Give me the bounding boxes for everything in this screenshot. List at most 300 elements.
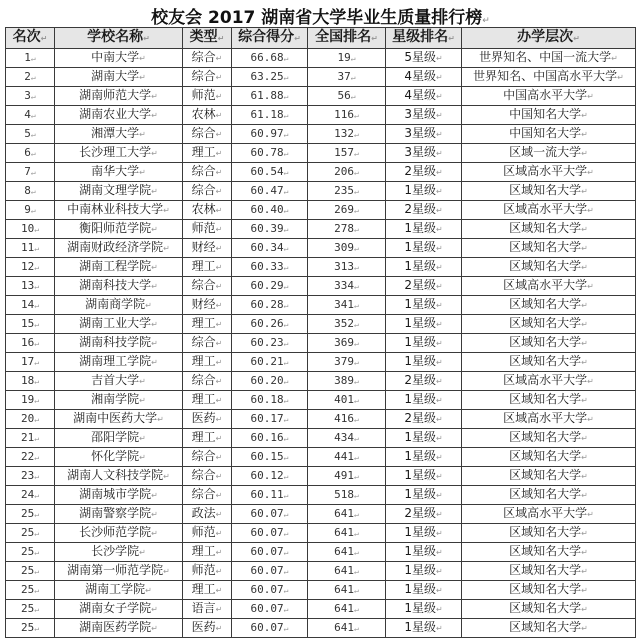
level-cell: [462, 125, 636, 144]
paragraph-mark-icon: ↵: [283, 358, 289, 367]
paragraph-mark-icon: ↵: [581, 130, 588, 139]
level-cell: [462, 87, 636, 106]
national-rank-cell-text: 309: [334, 241, 355, 254]
paragraph-mark-icon: ↵: [581, 320, 588, 329]
national-rank-cell: [308, 87, 386, 106]
table-row: [6, 581, 636, 600]
paragraph-mark-icon: ↵: [34, 510, 40, 519]
school-name-cell-text: 湖南女子学院: [79, 601, 152, 615]
star-rank-cell-text: 2星级: [404, 506, 436, 520]
paragraph-mark-icon: ↵: [34, 472, 40, 481]
table-row: [6, 106, 636, 125]
type-cell-text: 理工: [191, 145, 216, 159]
rank-cell: [6, 239, 55, 258]
paragraph-mark-icon: ↵: [215, 339, 223, 348]
rank-cell-text: 10: [20, 222, 35, 235]
col-header-rank: [6, 28, 55, 49]
paragraph-mark-icon: ↵: [354, 567, 359, 576]
paragraph-mark-icon: ↵: [34, 358, 40, 367]
type-cell-text: 理工: [191, 316, 216, 330]
header-label: 星级排名: [392, 29, 449, 45]
paragraph-mark-icon: ↵: [581, 396, 588, 405]
paragraph-mark-icon: ↵: [283, 339, 289, 348]
type-cell: [183, 277, 232, 296]
level-cell-text: 区域知名大学: [509, 221, 582, 235]
star-rank-cell: [386, 106, 462, 125]
paragraph-mark-icon: ↵: [215, 111, 223, 120]
rank-cell-text: 24: [20, 488, 35, 501]
rank-cell: [6, 448, 55, 467]
national-rank-cell: [308, 600, 386, 619]
national-rank-cell-text: 641: [334, 545, 355, 558]
paragraph-mark-icon: ↵: [354, 111, 359, 120]
star-rank-cell-text: 2星级: [404, 164, 436, 178]
school-name-cell: [55, 429, 183, 448]
paragraph-mark-icon: ↵: [581, 301, 588, 310]
type-cell-text: 师范: [191, 525, 216, 539]
paragraph-mark-icon: ↵: [354, 377, 359, 386]
paragraph-mark-icon: ↵: [283, 624, 289, 633]
score-cell: [232, 49, 308, 68]
paragraph-mark-icon: ↵: [151, 111, 158, 120]
school-name-cell-text: 湖南城市学院: [79, 487, 152, 501]
table-row: [6, 562, 636, 581]
rank-cell-text: 25: [20, 621, 35, 634]
national-rank-cell: [308, 106, 386, 125]
paragraph-mark-icon: ↵: [435, 586, 443, 595]
rank-cell: [6, 581, 55, 600]
rank-cell-text: 7: [24, 165, 31, 178]
paragraph-mark-icon: ↵: [34, 586, 40, 595]
level-cell: [462, 163, 636, 182]
star-rank-cell: [386, 296, 462, 315]
paragraph-mark-icon: ↵: [371, 34, 378, 43]
score-cell-text: 60.29: [250, 279, 284, 292]
type-cell-text: 综合: [191, 278, 216, 292]
paragraph-mark-icon: ↵: [435, 54, 443, 63]
paragraph-mark-icon: ↵: [215, 605, 223, 614]
star-rank-cell: [386, 220, 462, 239]
header-label: 综合得分: [238, 29, 295, 45]
type-cell: [183, 296, 232, 315]
school-name-cell: [55, 239, 183, 258]
paragraph-mark-icon: ↵: [217, 34, 225, 43]
paragraph-mark-icon: ↵: [354, 206, 359, 215]
paragraph-mark-icon: ↵: [354, 130, 359, 139]
score-cell-text: 60.26: [250, 317, 284, 330]
paragraph-mark-icon: ↵: [215, 206, 223, 215]
school-name-cell: [55, 334, 183, 353]
school-name-cell-text: 湖南警察学院: [79, 506, 152, 520]
score-cell-text: 60.47: [250, 184, 284, 197]
rank-cell-text: 12: [20, 260, 35, 273]
score-cell: [232, 524, 308, 543]
school-name-cell-text: 长沙师范学院: [79, 525, 152, 539]
paragraph-mark-icon: ↵: [139, 54, 146, 63]
paragraph-mark-icon: ↵: [482, 16, 490, 26]
paragraph-mark-icon: ↵: [30, 168, 36, 177]
star-rank-cell-text: 1星级: [404, 183, 436, 197]
paragraph-mark-icon: ↵: [435, 358, 443, 367]
level-cell: [462, 410, 636, 429]
paragraph-mark-icon: ↵: [215, 567, 223, 576]
table-row: [6, 87, 636, 106]
type-cell: [183, 144, 232, 163]
paragraph-mark-icon: ↵: [354, 168, 359, 177]
level-cell-text: 区域高水平大学: [503, 164, 588, 178]
score-cell-text: 60.07: [250, 564, 284, 577]
paragraph-mark-icon: ↵: [581, 472, 588, 481]
paragraph-mark-icon: ↵: [448, 34, 455, 43]
school-name-cell-text: 湖南工程学院: [79, 259, 152, 273]
school-name-cell: [55, 201, 183, 220]
paragraph-mark-icon: ↵: [581, 111, 588, 120]
paragraph-mark-icon: ↵: [151, 187, 158, 196]
score-cell-text: 60.21: [250, 355, 284, 368]
col-header-score: [232, 28, 308, 49]
paragraph-mark-icon: ↵: [354, 529, 359, 538]
school-name-cell: [55, 353, 183, 372]
national-rank-cell-text: 641: [334, 602, 355, 615]
type-cell-text: 综合: [191, 487, 216, 501]
star-rank-cell: [386, 163, 462, 182]
level-cell-text: 区域高水平大学: [503, 202, 588, 216]
paragraph-mark-icon: ↵: [151, 92, 158, 101]
school-name-cell: [55, 581, 183, 600]
table-row: [6, 163, 636, 182]
header-row: [6, 28, 636, 49]
national-rank-cell-text: 278: [334, 222, 355, 235]
type-cell-text: 综合: [191, 468, 216, 482]
score-cell-text: 60.78: [250, 146, 284, 159]
table-row: [6, 429, 636, 448]
rank-cell: [6, 315, 55, 334]
level-cell-text: 区域知名大学: [509, 183, 582, 197]
rank-cell-text: 25: [20, 526, 35, 539]
col-header-school-name: [55, 28, 183, 49]
score-cell-text: 60.07: [250, 602, 284, 615]
col-header-star-rank: [386, 28, 462, 49]
paragraph-mark-icon: ↵: [215, 54, 223, 63]
paragraph-mark-icon: ↵: [283, 320, 289, 329]
star-rank-cell: [386, 562, 462, 581]
level-cell: [462, 296, 636, 315]
score-cell: [232, 505, 308, 524]
paragraph-mark-icon: ↵: [34, 244, 40, 253]
star-rank-cell-text: 3星级: [404, 107, 436, 121]
rank-cell: [6, 182, 55, 201]
level-cell: [462, 315, 636, 334]
star-rank-cell: [386, 49, 462, 68]
paragraph-mark-icon: ↵: [151, 282, 158, 291]
paragraph-mark-icon: ↵: [435, 396, 443, 405]
school-name-cell: [55, 106, 183, 125]
national-rank-cell-text: 37: [337, 70, 351, 83]
national-rank-cell-text: 19: [337, 51, 351, 64]
type-cell: [183, 524, 232, 543]
national-rank-cell-text: 641: [334, 564, 355, 577]
paragraph-mark-icon: ↵: [435, 225, 443, 234]
school-name-cell-text: 长沙学院: [91, 544, 140, 558]
score-cell: [232, 334, 308, 353]
score-cell-text: 60.16: [250, 431, 284, 444]
rank-cell-text: 9: [24, 203, 31, 216]
school-name-cell-text: 湖南工学院: [85, 582, 146, 596]
level-cell-text: 区域高水平大学: [503, 278, 588, 292]
type-cell: [183, 125, 232, 144]
paragraph-mark-icon: ↵: [435, 339, 443, 348]
star-rank-cell-text: 1星级: [404, 392, 436, 406]
table-row: [6, 144, 636, 163]
level-cell: [462, 239, 636, 258]
paragraph-mark-icon: ↵: [354, 244, 359, 253]
type-cell-text: 综合: [191, 164, 216, 178]
type-cell-text: 综合: [191, 50, 216, 64]
paragraph-mark-icon: ↵: [215, 415, 223, 424]
table-row: [6, 372, 636, 391]
paragraph-mark-icon: ↵: [283, 567, 289, 576]
score-cell-text: 60.34: [250, 241, 284, 254]
paragraph-mark-icon: ↵: [283, 187, 289, 196]
type-cell: [183, 87, 232, 106]
paragraph-mark-icon: ↵: [581, 263, 588, 272]
national-rank-cell: [308, 391, 386, 410]
school-name-cell: [55, 258, 183, 277]
table-row: [6, 258, 636, 277]
paragraph-mark-icon: ↵: [581, 605, 588, 614]
table-row: [6, 334, 636, 353]
paragraph-mark-icon: ↵: [163, 567, 170, 576]
paragraph-mark-icon: ↵: [354, 434, 359, 443]
paragraph-mark-icon: ↵: [435, 377, 443, 386]
type-cell-text: 综合: [191, 373, 216, 387]
type-cell: [183, 220, 232, 239]
score-cell: [232, 486, 308, 505]
table-row: [6, 543, 636, 562]
national-rank-cell: [308, 562, 386, 581]
national-rank-cell: [308, 201, 386, 220]
type-cell-text: 师范: [191, 221, 216, 235]
star-rank-cell: [386, 334, 462, 353]
paragraph-mark-icon: ↵: [587, 282, 594, 291]
score-cell-text: 60.33: [250, 260, 284, 273]
paragraph-mark-icon: ↵: [435, 415, 443, 424]
paragraph-mark-icon: ↵: [34, 225, 40, 234]
type-cell: [183, 410, 232, 429]
school-name-cell-text: 湘南学院: [91, 392, 140, 406]
ranking-table: [5, 27, 636, 638]
level-cell-text: 区域知名大学: [509, 430, 582, 444]
school-name-cell-text: 长沙理工大学: [79, 145, 152, 159]
header-label: 办学层次: [517, 29, 574, 45]
rank-cell: [6, 277, 55, 296]
paragraph-mark-icon: ↵: [283, 206, 289, 215]
rank-cell: [6, 391, 55, 410]
paragraph-mark-icon: ↵: [163, 244, 170, 253]
level-cell: [462, 68, 636, 87]
paragraph-mark-icon: ↵: [587, 415, 594, 424]
score-cell-text: 60.39: [250, 222, 284, 235]
score-cell-text: 60.20: [250, 374, 284, 387]
paragraph-mark-icon: ↵: [151, 225, 158, 234]
rank-cell-text: 1: [24, 51, 31, 64]
national-rank-cell: [308, 619, 386, 638]
star-rank-cell-text: 1星级: [404, 354, 436, 368]
star-rank-cell: [386, 429, 462, 448]
national-rank-cell-text: 379: [334, 355, 355, 368]
paragraph-mark-icon: ↵: [151, 339, 158, 348]
col-header-level: [462, 28, 636, 49]
paragraph-mark-icon: ↵: [354, 282, 359, 291]
paragraph-mark-icon: ↵: [350, 73, 356, 82]
star-rank-cell-text: 1星级: [404, 221, 436, 235]
paragraph-mark-icon: ↵: [215, 529, 223, 538]
paragraph-mark-icon: ↵: [435, 605, 443, 614]
type-cell: [183, 505, 232, 524]
school-name-cell: [55, 543, 183, 562]
star-rank-cell: [386, 239, 462, 258]
paragraph-mark-icon: ↵: [34, 339, 40, 348]
type-cell: [183, 391, 232, 410]
score-cell-text: 60.12: [250, 469, 284, 482]
level-cell-text: 区域知名大学: [509, 449, 582, 463]
level-cell: [462, 543, 636, 562]
paragraph-mark-icon: ↵: [354, 358, 359, 367]
level-cell: [462, 220, 636, 239]
paragraph-mark-icon: ↵: [283, 586, 289, 595]
score-cell: [232, 277, 308, 296]
school-name-cell: [55, 49, 183, 68]
paragraph-mark-icon: ↵: [215, 225, 223, 234]
rank-cell-text: 19: [20, 393, 35, 406]
school-name-cell-text: 湖南第一师范学院: [67, 563, 164, 577]
paragraph-mark-icon: ↵: [34, 605, 40, 614]
national-rank-cell-text: 269: [334, 203, 355, 216]
level-cell: [462, 277, 636, 296]
paragraph-mark-icon: ↵: [294, 34, 301, 43]
paragraph-mark-icon: ↵: [139, 130, 146, 139]
paragraph-mark-icon: ↵: [283, 130, 289, 139]
rank-cell: [6, 163, 55, 182]
star-rank-cell: [386, 467, 462, 486]
score-cell: [232, 600, 308, 619]
header-label: 学校名称: [87, 29, 144, 45]
paragraph-mark-icon: ↵: [215, 263, 223, 272]
score-cell: [232, 391, 308, 410]
national-rank-cell: [308, 543, 386, 562]
paragraph-mark-icon: ↵: [215, 92, 223, 101]
paragraph-mark-icon: ↵: [34, 396, 40, 405]
school-name-cell-text: 衡阳师范学院: [79, 221, 152, 235]
school-name-cell: [55, 486, 183, 505]
type-cell: [183, 106, 232, 125]
national-rank-cell: [308, 505, 386, 524]
paragraph-mark-icon: ↵: [435, 130, 443, 139]
star-rank-cell-text: 1星级: [404, 487, 436, 501]
paragraph-mark-icon: ↵: [30, 73, 36, 82]
rank-cell-text: 25: [20, 545, 35, 558]
score-cell: [232, 410, 308, 429]
star-rank-cell: [386, 581, 462, 600]
school-name-cell: [55, 410, 183, 429]
paragraph-mark-icon: ↵: [215, 434, 223, 443]
type-cell: [183, 163, 232, 182]
score-cell-text: 60.11: [250, 488, 284, 501]
paragraph-mark-icon: ↵: [215, 130, 223, 139]
school-name-cell: [55, 220, 183, 239]
national-rank-cell: [308, 277, 386, 296]
paragraph-mark-icon: ↵: [215, 320, 223, 329]
type-cell-text: 语言: [191, 601, 216, 615]
table-row: [6, 353, 636, 372]
paragraph-mark-icon: ↵: [587, 168, 594, 177]
paragraph-mark-icon: ↵: [30, 149, 36, 158]
type-cell: [183, 429, 232, 448]
star-rank-cell-text: 1星级: [404, 601, 436, 615]
national-rank-cell: [308, 220, 386, 239]
level-cell-text: 世界知名、中国一流大学: [479, 50, 612, 64]
paragraph-mark-icon: ↵: [354, 453, 359, 462]
national-rank-cell-text: 389: [334, 374, 355, 387]
national-rank-cell: [308, 353, 386, 372]
level-cell-text: 区域高水平大学: [503, 373, 588, 387]
star-rank-cell-text: 2星级: [404, 202, 436, 216]
score-cell-text: 60.23: [250, 336, 284, 349]
table-row: [6, 619, 636, 638]
rank-cell: [6, 486, 55, 505]
level-cell-text: 中国高水平大学: [503, 88, 588, 102]
table-row: [6, 277, 636, 296]
national-rank-cell: [308, 296, 386, 315]
paragraph-mark-icon: ↵: [151, 605, 158, 614]
table-row: [6, 486, 636, 505]
score-cell: [232, 87, 308, 106]
type-cell-text: 师范: [191, 88, 216, 102]
national-rank-cell-text: 491: [334, 469, 355, 482]
star-rank-cell: [386, 125, 462, 144]
paragraph-mark-icon: ↵: [435, 244, 443, 253]
level-cell: [462, 334, 636, 353]
rank-cell: [6, 372, 55, 391]
paragraph-mark-icon: ↵: [34, 567, 40, 576]
table-row: [6, 315, 636, 334]
type-cell-text: 理工: [191, 354, 216, 368]
table-row: [6, 296, 636, 315]
type-cell-text: 理工: [191, 259, 216, 273]
national-rank-cell-text: 401: [334, 393, 355, 406]
school-name-cell: [55, 296, 183, 315]
paragraph-mark-icon: ↵: [34, 415, 40, 424]
paragraph-mark-icon: ↵: [34, 282, 40, 291]
score-cell-text: 61.18: [250, 108, 284, 121]
rank-cell: [6, 68, 55, 87]
level-cell: [462, 467, 636, 486]
rank-cell-text: 2: [24, 70, 31, 83]
type-cell: [183, 201, 232, 220]
paragraph-mark-icon: ↵: [215, 510, 223, 519]
star-rank-cell-text: 4星级: [404, 69, 436, 83]
paragraph-mark-icon: ↵: [283, 472, 289, 481]
level-cell-text: 区域高水平大学: [503, 411, 588, 425]
type-cell: [183, 258, 232, 277]
national-rank-cell: [308, 467, 386, 486]
paragraph-mark-icon: ↵: [30, 206, 36, 215]
paragraph-mark-icon: ↵: [163, 206, 170, 215]
national-rank-cell: [308, 372, 386, 391]
school-name-cell-text: 邵阳学院: [91, 430, 140, 444]
national-rank-cell: [308, 68, 386, 87]
type-cell: [183, 239, 232, 258]
